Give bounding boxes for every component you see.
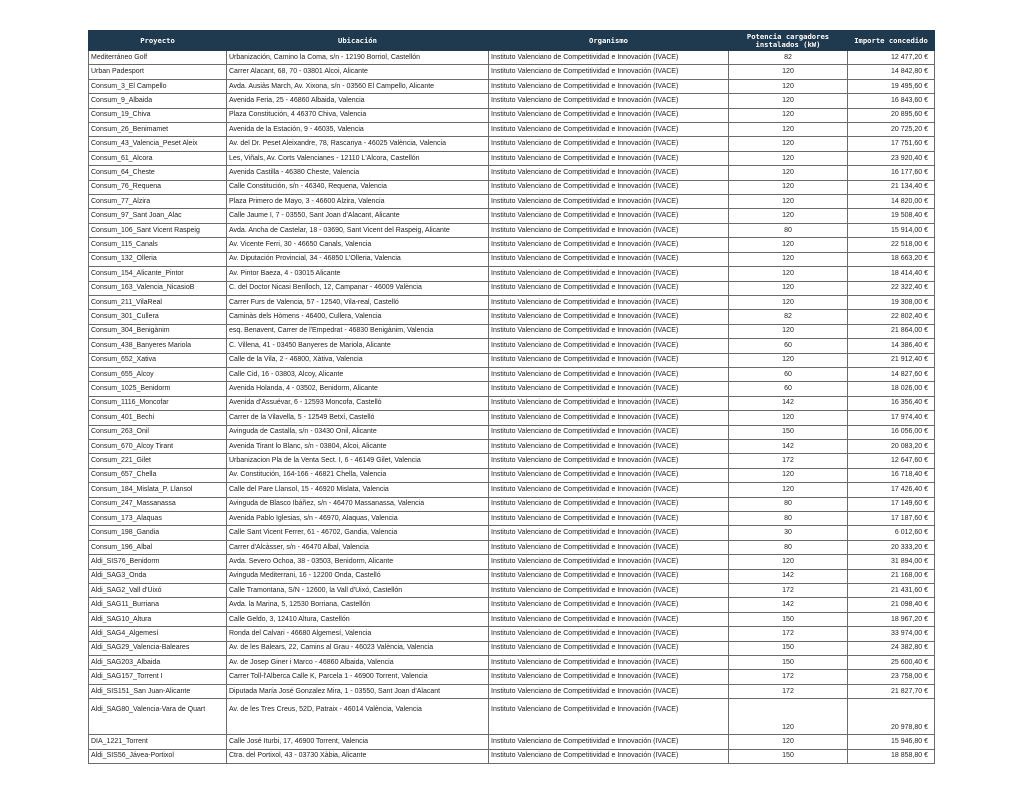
table-row: [89, 151, 935, 165]
cell-organismo: Instituto Valenciano de Competitividad e Innovación (IVACE): [489, 209, 729, 223]
table-row: [89, 425, 935, 439]
cell-proyecto: Aldi_SAG2_Vall d'Uixó: [89, 584, 227, 598]
cell-proyecto: Consum_9_Albaida: [89, 94, 227, 108]
cell-proyecto: Consum_3_El Campello: [89, 79, 227, 93]
table-row: [89, 569, 935, 583]
table-row: [89, 612, 935, 626]
cell-organismo: Instituto Valenciano de Competitividad e Innovación (IVACE): [489, 411, 729, 425]
table-row: [89, 267, 935, 281]
cell-organismo: Instituto Valenciano de Competitividad e Innovación (IVACE): [489, 670, 729, 684]
cell-ubicacion: Avda. Severo Ochoa, 38 - 03503, Benidorm, Alicante: [227, 555, 489, 569]
cell-potencia: 120: [729, 324, 848, 338]
cell-importe: 20 978,80 €: [848, 699, 935, 735]
cell-proyecto: Aldi_SIS76_Benidorm: [89, 555, 227, 569]
cell-importe: 21 431,60 €: [848, 584, 935, 598]
cell-organismo: Instituto Valenciano de Competitividad e Innovación (IVACE): [489, 627, 729, 641]
cell-importe: 18 858,80 €: [848, 749, 935, 763]
cell-importe: 31 894,00 €: [848, 555, 935, 569]
cell-potencia: 150: [729, 612, 848, 626]
table-row: [89, 79, 935, 93]
cell-potencia: 120: [729, 411, 848, 425]
cell-ubicacion: Carrer Furs de Valencia, 57 - 12540, Vila-real, Castelló: [227, 295, 489, 309]
cell-importe: 15 914,00 €: [848, 223, 935, 237]
cell-importe: 16 056,00 €: [848, 425, 935, 439]
cell-proyecto: Consum_196_Albal: [89, 540, 227, 554]
cell-potencia: 172: [729, 454, 848, 468]
table-row: [89, 367, 935, 381]
cell-importe: 23 758,00 €: [848, 670, 935, 684]
cell-potencia: 82: [729, 310, 848, 324]
table-row: [89, 411, 935, 425]
cell-proyecto: Consum_26_Benimamet: [89, 123, 227, 137]
cell-organismo: Instituto Valenciano de Competitividad e Innovación (IVACE): [489, 367, 729, 381]
cell-proyecto: Aldi_SAG10_Altura: [89, 612, 227, 626]
cell-ubicacion: Avenida Castilla - 46380 Cheste, Valencia: [227, 166, 489, 180]
cell-organismo: Instituto Valenciano de Competitividad e Innovación (IVACE): [489, 612, 729, 626]
cell-proyecto: Aldi_SAG3_Onda: [89, 569, 227, 583]
cell-importe: 22 322,40 €: [848, 281, 935, 295]
cell-ubicacion: Plaza Primero de Mayo, 3 - 46600 Alzira, Valencia: [227, 195, 489, 209]
cell-ubicacion: Calle de la Vila, 2 - 46800, Xàtiva, Valencia: [227, 353, 489, 367]
cell-ubicacion: Avenida de la Estación, 9 - 46035, Valencia: [227, 123, 489, 137]
table-row: [89, 353, 935, 367]
cell-ubicacion: Urbanización, Camino la Coma, s/n - 12190 Borriol, Castellón: [227, 51, 489, 65]
cell-ubicacion: Avenida d'Assuévar, 6 - 12593 Moncofa, Castelló: [227, 396, 489, 410]
cell-organismo: Instituto Valenciano de Competitividad e Innovación (IVACE): [489, 295, 729, 309]
cell-potencia: 142: [729, 598, 848, 612]
cell-proyecto: Aldi_SAG29_Valencia-Baleares: [89, 641, 227, 655]
cell-importe: 25 600,40 €: [848, 656, 935, 670]
cell-ubicacion: Av. Constitución, 164-166 - 46821 Chella, Valencia: [227, 468, 489, 482]
cell-importe: 24 382,80 €: [848, 641, 935, 655]
header-importe: Importe concedido: [848, 31, 935, 51]
cell-importe: 23 920,40 €: [848, 151, 935, 165]
cell-ubicacion: Les, Viñals, Av. Corts Valencianes - 12110 L'Alcora, Castellón: [227, 151, 489, 165]
cell-potencia: 120: [729, 699, 848, 735]
cell-proyecto: Aldi_SAG4_Algemesí: [89, 627, 227, 641]
cell-organismo: Instituto Valenciano de Competitividad e Innovación (IVACE): [489, 223, 729, 237]
cell-ubicacion: Avda. Ancha de Castelar, 18 - 03690, Sant Vicent del Raspeig, Alicante: [227, 223, 489, 237]
table-row: [89, 209, 935, 223]
table-row: [89, 324, 935, 338]
cell-ubicacion: Av. Vicente Ferri, 30 - 46650 Canals, Valencia: [227, 238, 489, 252]
cell-potencia: 60: [729, 339, 848, 353]
cell-organismo: Instituto Valenciano de Competitividad e Innovación (IVACE): [489, 735, 729, 749]
cell-importe: 21 098,40 €: [848, 598, 935, 612]
cell-ubicacion: Calle Sant Vicent Ferrer, 61 - 46702, Gandia, Valencia: [227, 526, 489, 540]
cell-organismo: Instituto Valenciano de Competitividad e Innovación (IVACE): [489, 180, 729, 194]
cell-potencia: 120: [729, 65, 848, 79]
table-row: [89, 540, 935, 554]
cell-potencia: 120: [729, 123, 848, 137]
cell-potencia: 150: [729, 656, 848, 670]
cell-potencia: 82: [729, 51, 848, 65]
cell-organismo: Instituto Valenciano de Competitividad e Innovación (IVACE): [489, 51, 729, 65]
table-row: [89, 195, 935, 209]
cell-ubicacion: Av. del Dr. Peset Aleixandre, 78, Rascanya - 46025 València, Valencia: [227, 137, 489, 151]
cell-importe: 17 187,60 €: [848, 512, 935, 526]
cell-organismo: Instituto Valenciano de Competitividad e Innovación (IVACE): [489, 439, 729, 453]
cell-proyecto: Consum_64_Cheste: [89, 166, 227, 180]
cell-ubicacion: Av. de les Balears, 22, Camins al Grau - 46023 València, Valencia: [227, 641, 489, 655]
cell-organismo: Instituto Valenciano de Competitividad e Innovación (IVACE): [489, 497, 729, 511]
table-row: [89, 454, 935, 468]
table-row: [89, 749, 935, 763]
cell-ubicacion: C. Villena, 41 - 03450 Banyeres de Mariola, Alicante: [227, 339, 489, 353]
cell-organismo: Instituto Valenciano de Competitividad e Innovación (IVACE): [489, 166, 729, 180]
cell-importe: 14 842,80 €: [848, 65, 935, 79]
cell-potencia: 60: [729, 382, 848, 396]
header-proyecto: Proyecto: [89, 31, 227, 51]
header-ubicacion: Ubicación: [227, 31, 489, 51]
cell-proyecto: Mediterráneo Golf: [89, 51, 227, 65]
table-row: [89, 238, 935, 252]
cell-ubicacion: Av. de Josep Giner i Marco - 46860 Albaida, Valencia: [227, 656, 489, 670]
table-row: [89, 108, 935, 122]
cell-ubicacion: Calle Cid, 16 - 03803, Alcoy, Alicante: [227, 367, 489, 381]
cell-ubicacion: Av. Pintor Baeza, 4 - 03015 Alicante: [227, 267, 489, 281]
cell-potencia: 60: [729, 367, 848, 381]
table-row: [89, 512, 935, 526]
cell-proyecto: Consum_198_Gandia: [89, 526, 227, 540]
cell-importe: 21 864,00 €: [848, 324, 935, 338]
header-potencia: Potencia cargadores instalados (kW): [729, 31, 848, 51]
cell-importe: 14 386,40 €: [848, 339, 935, 353]
cell-proyecto: Urban Padesport: [89, 65, 227, 79]
cell-potencia: 172: [729, 627, 848, 641]
cell-importe: 22 518,00 €: [848, 238, 935, 252]
cell-potencia: 120: [729, 238, 848, 252]
cell-ubicacion: Carrer d'Alcàsser, s/n - 46470 Albal, Valencia: [227, 540, 489, 554]
cell-proyecto: Consum_657_Chella: [89, 468, 227, 482]
cell-potencia: 120: [729, 137, 848, 151]
cell-proyecto: Consum_304_Benigànim: [89, 324, 227, 338]
cell-proyecto: Consum_438_Banyeres Mariola: [89, 339, 227, 353]
cell-potencia: 120: [729, 151, 848, 165]
cell-ubicacion: Carrer Alacant, 68, 70 - 03801 Alcoi, Alicante: [227, 65, 489, 79]
cell-organismo: Instituto Valenciano de Competitividad e Innovación (IVACE): [489, 339, 729, 353]
cell-ubicacion: Avinguda Mediterrani, 16 - 12200 Onda, Castelló: [227, 569, 489, 583]
cell-importe: 16 177,60 €: [848, 166, 935, 180]
cell-ubicacion: Plaza Constitución, 4 46370 Chiva, Valencia: [227, 108, 489, 122]
cell-organismo: Instituto Valenciano de Competitividad e Innovación (IVACE): [489, 353, 729, 367]
table-row: [89, 497, 935, 511]
cell-importe: 18 414,40 €: [848, 267, 935, 281]
cell-ubicacion: Avinguda de Blasco Ibáñez, s/n - 46470 Massanassa, Valencia: [227, 497, 489, 511]
cell-ubicacion: Diputada María José Gonzalez Mira, 1 - 03550, Sant Joan d'Alacant: [227, 684, 489, 698]
cell-proyecto: Consum_97_Sant Joan_Alac: [89, 209, 227, 223]
table-row: [89, 598, 935, 612]
cell-potencia: 172: [729, 584, 848, 598]
cell-proyecto: Consum_670_Alcoy Tirant: [89, 439, 227, 453]
cell-importe: 16 843,60 €: [848, 94, 935, 108]
cell-proyecto: DIA_1221_Torrent: [89, 735, 227, 749]
cell-potencia: 120: [729, 252, 848, 266]
cell-proyecto: Consum_301_Cullera: [89, 310, 227, 324]
cell-potencia: 142: [729, 396, 848, 410]
cell-ubicacion: Calle Jaume I, 7 - 03550, Sant Joan d'Alacant, Alicante: [227, 209, 489, 223]
cell-ubicacion: esq. Benavent, Carrer de l'Empedrat - 46830 Benigànim, Valencia: [227, 324, 489, 338]
cell-organismo: Instituto Valenciano de Competitividad e Innovación (IVACE): [489, 94, 729, 108]
cell-potencia: 120: [729, 555, 848, 569]
cell-organismo: Instituto Valenciano de Competitividad e Innovación (IVACE): [489, 540, 729, 554]
cell-ubicacion: Carrer Toll-l'Alberca Calle K, Parcela 1 - 46900 Torrent, Valencia: [227, 670, 489, 684]
table-row: [89, 684, 935, 698]
cell-proyecto: Aldi_SAG203_Albaida: [89, 656, 227, 670]
cell-organismo: Instituto Valenciano de Competitividad e Innovación (IVACE): [489, 569, 729, 583]
cell-organismo: Instituto Valenciano de Competitividad e Innovación (IVACE): [489, 195, 729, 209]
table-row: [89, 223, 935, 237]
cell-ubicacion: Avenida Pablo Iglesias, s/n - 46970, Alaquas, Valencia: [227, 512, 489, 526]
cell-ubicacion: Calle Constitución, s/n - 46340, Requena, Valencia: [227, 180, 489, 194]
cell-importe: 17 426,40 €: [848, 483, 935, 497]
cell-organismo: Instituto Valenciano de Competitividad e Innovación (IVACE): [489, 324, 729, 338]
cell-organismo: Instituto Valenciano de Competitividad e Innovación (IVACE): [489, 425, 729, 439]
table-row: [89, 65, 935, 79]
cell-organismo: Instituto Valenciano de Competitividad e Innovación (IVACE): [489, 526, 729, 540]
cell-proyecto: Consum_77_Alzira: [89, 195, 227, 209]
cell-proyecto: Aldi_SAG157_Torrent I: [89, 670, 227, 684]
table-header-row: [89, 31, 935, 51]
cell-potencia: 120: [729, 94, 848, 108]
cell-ubicacion: C. del Doctor Nicasi Benlloch, 12, Campanar - 46009 València: [227, 281, 489, 295]
cell-ubicacion: Ronda del Calvari - 46680 Algemesí, Valencia: [227, 627, 489, 641]
cell-importe: 12 647,60 €: [848, 454, 935, 468]
cell-proyecto: Aldi_SAG11_Burriana: [89, 598, 227, 612]
cell-proyecto: Consum_263_Onil: [89, 425, 227, 439]
cell-ubicacion: Calle del Pare Llansol, 15 - 46920 Mislata, Valencia: [227, 483, 489, 497]
cell-organismo: Instituto Valenciano de Competitividad e Innovación (IVACE): [489, 749, 729, 763]
table-body: [89, 51, 935, 764]
cell-potencia: 120: [729, 468, 848, 482]
cell-ubicacion: Carrer de la Vilavella, 5 - 12549 Betxí, Castelló: [227, 411, 489, 425]
table-row: [89, 584, 935, 598]
table-row: [89, 123, 935, 137]
cell-proyecto: Consum_76_Requena: [89, 180, 227, 194]
cell-proyecto: Consum_184_Mislata_P. Llansol: [89, 483, 227, 497]
cell-potencia: 30: [729, 526, 848, 540]
cell-potencia: 120: [729, 108, 848, 122]
cell-potencia: 142: [729, 439, 848, 453]
cell-organismo: Instituto Valenciano de Competitividad e Innovación (IVACE): [489, 684, 729, 698]
cell-ubicacion: Avenida Holanda, 4 - 03502, Benidorm, Alicante: [227, 382, 489, 396]
cell-ubicacion: Avda. Ausiàs March, Av. Xixona, s/n - 03560 El Campello, Alicante: [227, 79, 489, 93]
cell-organismo: Instituto Valenciano de Competitividad e Innovación (IVACE): [489, 252, 729, 266]
header-organismo: Organismo: [489, 31, 729, 51]
table-row: [89, 468, 935, 482]
cell-potencia: 120: [729, 295, 848, 309]
table-row: [89, 699, 935, 735]
cell-potencia: 142: [729, 569, 848, 583]
cell-proyecto: Consum_132_Olleria: [89, 252, 227, 266]
cell-potencia: 150: [729, 425, 848, 439]
cell-importe: 19 308,00 €: [848, 295, 935, 309]
cell-potencia: 120: [729, 209, 848, 223]
cell-potencia: 120: [729, 267, 848, 281]
cell-importe: 12 477,20 €: [848, 51, 935, 65]
table-row: [89, 483, 935, 497]
cell-importe: 18 967,20 €: [848, 612, 935, 626]
cell-ubicacion: Avda. la Marina, 5, 12530 Borriana, Castellón: [227, 598, 489, 612]
cell-potencia: 150: [729, 749, 848, 763]
cell-ubicacion: Calle José Iturbi, 17, 46900 Torrent, Valencia: [227, 735, 489, 749]
cell-organismo: Instituto Valenciano de Competitividad e Innovación (IVACE): [489, 512, 729, 526]
cell-organismo: Instituto Valenciano de Competitividad e Innovación (IVACE): [489, 555, 729, 569]
cell-proyecto: Consum_163_Valencia_NicasioB: [89, 281, 227, 295]
cell-importe: 18 026,00 €: [848, 382, 935, 396]
cell-importe: 14 827,60 €: [848, 367, 935, 381]
table-row: [89, 555, 935, 569]
cell-proyecto: Consum_19_Chiva: [89, 108, 227, 122]
table-row: [89, 281, 935, 295]
cell-proyecto: Consum_655_Alcoy: [89, 367, 227, 381]
cell-potencia: 80: [729, 540, 848, 554]
cell-potencia: 120: [729, 353, 848, 367]
cell-importe: 14 820,00 €: [848, 195, 935, 209]
cell-potencia: 120: [729, 281, 848, 295]
cell-importe: 19 508,40 €: [848, 209, 935, 223]
cell-proyecto: Consum_43_Valencia_Peset Aleix: [89, 137, 227, 151]
cell-organismo: Instituto Valenciano de Competitividad e Innovación (IVACE): [489, 108, 729, 122]
cell-proyecto: Consum_115_Canals: [89, 238, 227, 252]
cell-organismo: Instituto Valenciano de Competitividad e Innovación (IVACE): [489, 656, 729, 670]
cell-organismo: Instituto Valenciano de Competitividad e Innovación (IVACE): [489, 454, 729, 468]
table-row: [89, 339, 935, 353]
table-row: [89, 627, 935, 641]
table-row: [89, 310, 935, 324]
grants-table: [88, 30, 935, 764]
cell-organismo: Instituto Valenciano de Competitividad e Innovación (IVACE): [489, 382, 729, 396]
table-row: [89, 439, 935, 453]
cell-importe: 16 356,40 €: [848, 396, 935, 410]
cell-importe: 33 974,00 €: [848, 627, 935, 641]
cell-importe: 20 725,20 €: [848, 123, 935, 137]
cell-importe: 17 149,60 €: [848, 497, 935, 511]
cell-ubicacion: Avenida Tirant lo Blanc, s/n - 03804, Alcoi, Alicante: [227, 439, 489, 453]
table-row: [89, 526, 935, 540]
cell-organismo: Instituto Valenciano de Competitividad e Innovación (IVACE): [489, 267, 729, 281]
cell-potencia: 120: [729, 195, 848, 209]
cell-ubicacion: Ctra. del Portixol, 43 - 03730 Xàbia, Alicante: [227, 749, 489, 763]
cell-potencia: 120: [729, 166, 848, 180]
cell-potencia: 80: [729, 512, 848, 526]
cell-proyecto: Consum_1025_Benidorm: [89, 382, 227, 396]
cell-proyecto: Consum_106_Sant Vicent Raspeig: [89, 223, 227, 237]
cell-potencia: 150: [729, 641, 848, 655]
cell-organismo: Instituto Valenciano de Competitividad e Innovación (IVACE): [489, 396, 729, 410]
cell-importe: 20 895,60 €: [848, 108, 935, 122]
cell-potencia: 120: [729, 180, 848, 194]
cell-importe: 21 134,40 €: [848, 180, 935, 194]
cell-organismo: Instituto Valenciano de Competitividad e Innovación (IVACE): [489, 123, 729, 137]
cell-importe: 21 168,00 €: [848, 569, 935, 583]
table-row: [89, 94, 935, 108]
table-row: [89, 656, 935, 670]
cell-organismo: Instituto Valenciano de Competitividad e Innovación (IVACE): [489, 151, 729, 165]
cell-ubicacion: Calle Tramontana, S/N - 12600, la Vall d'Uixó, Castellón: [227, 584, 489, 598]
cell-organismo: Instituto Valenciano de Competitividad e Innovación (IVACE): [489, 310, 729, 324]
cell-proyecto: Consum_401_Bechi: [89, 411, 227, 425]
cell-organismo: Instituto Valenciano de Competitividad e Innovación (IVACE): [489, 584, 729, 598]
cell-ubicacion: Avenida Feria, 25 - 46860 Albaida, Valencia: [227, 94, 489, 108]
table-row: [89, 137, 935, 151]
cell-proyecto: Consum_154_Alicante_Pintor: [89, 267, 227, 281]
cell-proyecto: Consum_221_Gilet: [89, 454, 227, 468]
cell-importe: 19 495,60 €: [848, 79, 935, 93]
cell-proyecto: Aldi_SIS56_Jávea-Portixol: [89, 749, 227, 763]
cell-ubicacion: Urbanizacion Pla de la Venta Sect. I, 6 - 46149 Gilet, Valencia: [227, 454, 489, 468]
cell-ubicacion: Av. Diputación Provincial, 34 - 46850 L'Olleria, Valencia: [227, 252, 489, 266]
cell-ubicacion: Av. de les Tres Creus, 52D, Patraix - 46014 València, Valencia: [227, 699, 489, 735]
cell-importe: 21 827,70 €: [848, 684, 935, 698]
cell-organismo: Instituto Valenciano de Competitividad e Innovación (IVACE): [489, 65, 729, 79]
cell-proyecto: Consum_61_Alcora: [89, 151, 227, 165]
cell-organismo: Instituto Valenciano de Competitividad e Innovación (IVACE): [489, 137, 729, 151]
cell-proyecto: Consum_211_VilaReal: [89, 295, 227, 309]
cell-potencia: 120: [729, 735, 848, 749]
table-row: [89, 51, 935, 65]
table-row: [89, 252, 935, 266]
document-page: [88, 30, 934, 764]
cell-potencia: 80: [729, 223, 848, 237]
table-row: [89, 735, 935, 749]
cell-proyecto: Aldi_SIS151_San Juan-Alicante: [89, 684, 227, 698]
cell-importe: 16 718,40 €: [848, 468, 935, 482]
cell-organismo: Instituto Valenciano de Competitividad e Innovación (IVACE): [489, 281, 729, 295]
cell-importe: 18 663,20 €: [848, 252, 935, 266]
cell-potencia: 120: [729, 79, 848, 93]
cell-proyecto: Aldi_SAG80_Valencia-Vara de Quart: [89, 699, 227, 735]
cell-organismo: Instituto Valenciano de Competitividad e Innovación (IVACE): [489, 238, 729, 252]
cell-organismo: Instituto Valenciano de Competitividad e Innovación (IVACE): [489, 699, 729, 735]
cell-importe: 6 012,60 €: [848, 526, 935, 540]
table-row: [89, 180, 935, 194]
cell-organismo: Instituto Valenciano de Competitividad e Innovación (IVACE): [489, 79, 729, 93]
cell-ubicacion: Caminàs dels Hòmens - 46400, Cullera, Valencia: [227, 310, 489, 324]
cell-proyecto: Consum_1116_Moncofar: [89, 396, 227, 410]
cell-ubicacion: Avinguda de Castalla, s/n - 03430 Onil, Alicante: [227, 425, 489, 439]
cell-importe: 21 912,40 €: [848, 353, 935, 367]
cell-organismo: Instituto Valenciano de Competitividad e Innovación (IVACE): [489, 598, 729, 612]
cell-proyecto: Consum_173_Alaquas: [89, 512, 227, 526]
cell-importe: 17 751,60 €: [848, 137, 935, 151]
cell-potencia: 120: [729, 483, 848, 497]
table-row: [89, 295, 935, 309]
table-row: [89, 396, 935, 410]
cell-importe: 22 802,40 €: [848, 310, 935, 324]
table-row: [89, 670, 935, 684]
cell-proyecto: Consum_652_Xativa: [89, 353, 227, 367]
cell-potencia: 172: [729, 684, 848, 698]
cell-proyecto: Consum_247_Massanassa: [89, 497, 227, 511]
table-row: [89, 166, 935, 180]
cell-importe: 20 083,20 €: [848, 439, 935, 453]
cell-importe: 20 333,20 €: [848, 540, 935, 554]
cell-importe: 15 946,80 €: [848, 735, 935, 749]
cell-organismo: Instituto Valenciano de Competitividad e Innovación (IVACE): [489, 468, 729, 482]
cell-organismo: Instituto Valenciano de Competitividad e Innovación (IVACE): [489, 641, 729, 655]
cell-ubicacion: Calle Geldo, 3, 12410 Altura, Castellón: [227, 612, 489, 626]
cell-organismo: Instituto Valenciano de Competitividad e Innovación (IVACE): [489, 483, 729, 497]
cell-potencia: 80: [729, 497, 848, 511]
cell-potencia: 172: [729, 670, 848, 684]
table-row: [89, 641, 935, 655]
table-row: [89, 382, 935, 396]
cell-importe: 17 974,40 €: [848, 411, 935, 425]
